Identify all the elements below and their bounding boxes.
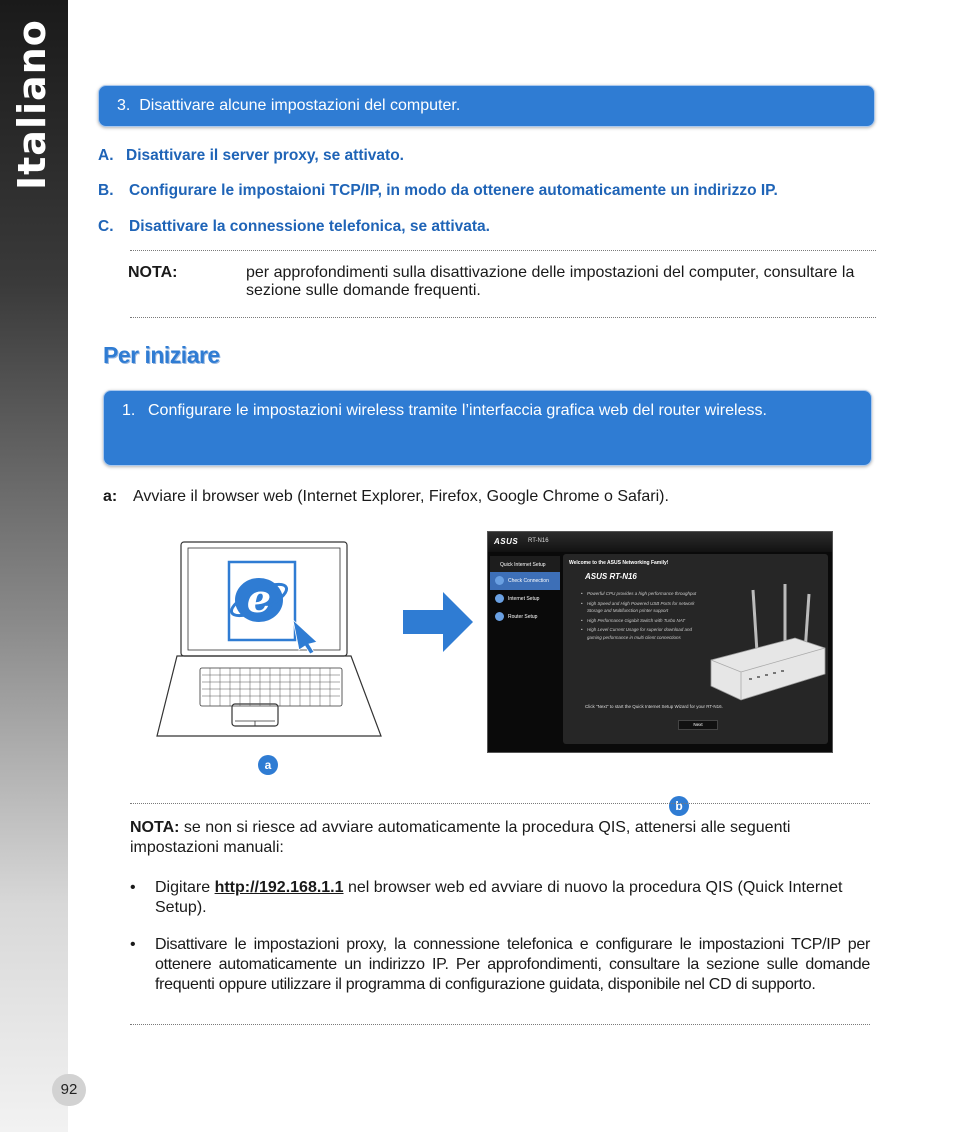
nav-check-connection[interactable]: Check Connection — [490, 572, 560, 590]
router-ui-sidebar — [490, 556, 560, 752]
step-3-text: Disattivare alcune impostazioni del computer. — [139, 97, 461, 114]
section-heading: Per iniziare — [103, 342, 220, 368]
step-1-text: Configurare le impostazioni wireless tramite l’interfaccia grafica web del router wireless. — [148, 402, 767, 419]
svg-text:e: e — [246, 576, 272, 621]
nav-internet-setup[interactable]: Internet Setup — [490, 590, 560, 608]
substep-a — [98, 147, 404, 165]
bullet-dot: • — [130, 879, 136, 896]
router-ui-header — [488, 532, 833, 552]
note-label: NOTA: — [130, 819, 180, 836]
note-qis — [130, 818, 870, 858]
feature-item: • High Speed and High Powered USB Ports for network Storage and Multifunction printer support — [587, 600, 697, 615]
sidebar-header: Quick Internet Setup — [490, 556, 560, 572]
substep-letter: C. — [98, 218, 114, 235]
step-1-banner — [103, 390, 872, 466]
bullet-item — [130, 935, 870, 995]
language-side-tab — [0, 0, 68, 1132]
feature-item: • High Level Current Usage for superior download and gaming performance in multi client connections — [587, 626, 697, 641]
step-a-text: Avviare il browser web (Internet Explorer, Firefox, Google Chrome o Safari). — [133, 488, 669, 505]
router-model: RT-N16 — [528, 538, 549, 544]
divider — [130, 317, 876, 318]
divider — [130, 1024, 870, 1025]
substep-b — [98, 182, 778, 200]
bullet-text: Digitare — [155, 879, 215, 896]
router-ui-main — [563, 554, 828, 744]
step-a — [103, 488, 669, 506]
feature-item: • Powerful CPU provides a high performance throughput — [587, 590, 697, 598]
divider — [130, 803, 870, 804]
bullet-item — [130, 878, 870, 918]
bullet-text: Disattivare le impostazioni proxy, la connessione telefonica e configurare le impostazioni TCP/IP per ottenere automaticamente un indirizzo IP. Per approfondimenti, consultare la sezione sulle domande frequenti oppure utilizzare il programma di configurazione guidata, disponibile nel CD di supporto. — [155, 936, 870, 993]
bullet-dot: • — [130, 936, 136, 953]
page-number: 92 — [52, 1074, 86, 1106]
router-image — [705, 582, 827, 702]
substep-text: Configurare le impostaioni TCP/IP, in modo da ottenere automaticamente un indirizzo IP. — [129, 182, 778, 199]
router-url-link[interactable]: http://192.168.1.1 — [214, 879, 344, 896]
nav-router-setup[interactable]: Router Setup — [490, 608, 560, 626]
laptop-illustration — [155, 540, 383, 742]
cursor-icon — [293, 620, 317, 654]
feature-list — [587, 590, 697, 643]
note-label: NOTA: — [128, 264, 178, 281]
substep-letter: A. — [98, 147, 114, 164]
note-text: per approfondimenti sulla disattivazione delle impostazioni del computer, consultare la sezione sulle domande frequenti. — [246, 264, 855, 299]
bullet-text: nel browser web ed avviare di nuovo la procedura QIS (Quick Internet Setup). — [155, 879, 843, 916]
figure-label-a: a — [258, 755, 278, 775]
substep-letter: B. — [98, 182, 114, 199]
step-3-number: 3. — [117, 97, 131, 114]
step-a-label: a: — [103, 488, 118, 505]
step-1-number: 1. — [122, 402, 136, 419]
note-proxy — [128, 264, 876, 300]
next-button[interactable]: Next — [678, 720, 718, 730]
substep-c — [98, 218, 490, 236]
note-text: se non si riesce ad avviare automaticamente la procedura QIS, attenersi alle seguenti impostazioni manuali: — [130, 819, 791, 856]
start-wizard-text: Click "Next" to start the Quick Internet Setup Wizard for your RT-N16. — [585, 704, 723, 709]
router-ui-screenshot — [487, 531, 833, 753]
feature-item: • High Performance Gigabit Switch with Turbo NAT — [587, 617, 697, 625]
figure-label-b: b — [669, 796, 689, 816]
divider — [130, 250, 876, 251]
arrow-right-icon — [403, 592, 473, 652]
step-3-banner — [98, 85, 875, 127]
language-label: Italiano — [10, 19, 54, 190]
substep-text: Disattivare il server proxy, se attivato. — [126, 147, 404, 164]
welcome-text: Welcome to the ASUS Networking Family! — [569, 560, 669, 566]
substep-text: Disattivare la connessione telefonica, se attivata. — [129, 218, 490, 235]
asus-logo: ASUS — [494, 537, 519, 546]
router-title: ASUS RT-N16 — [585, 572, 637, 581]
